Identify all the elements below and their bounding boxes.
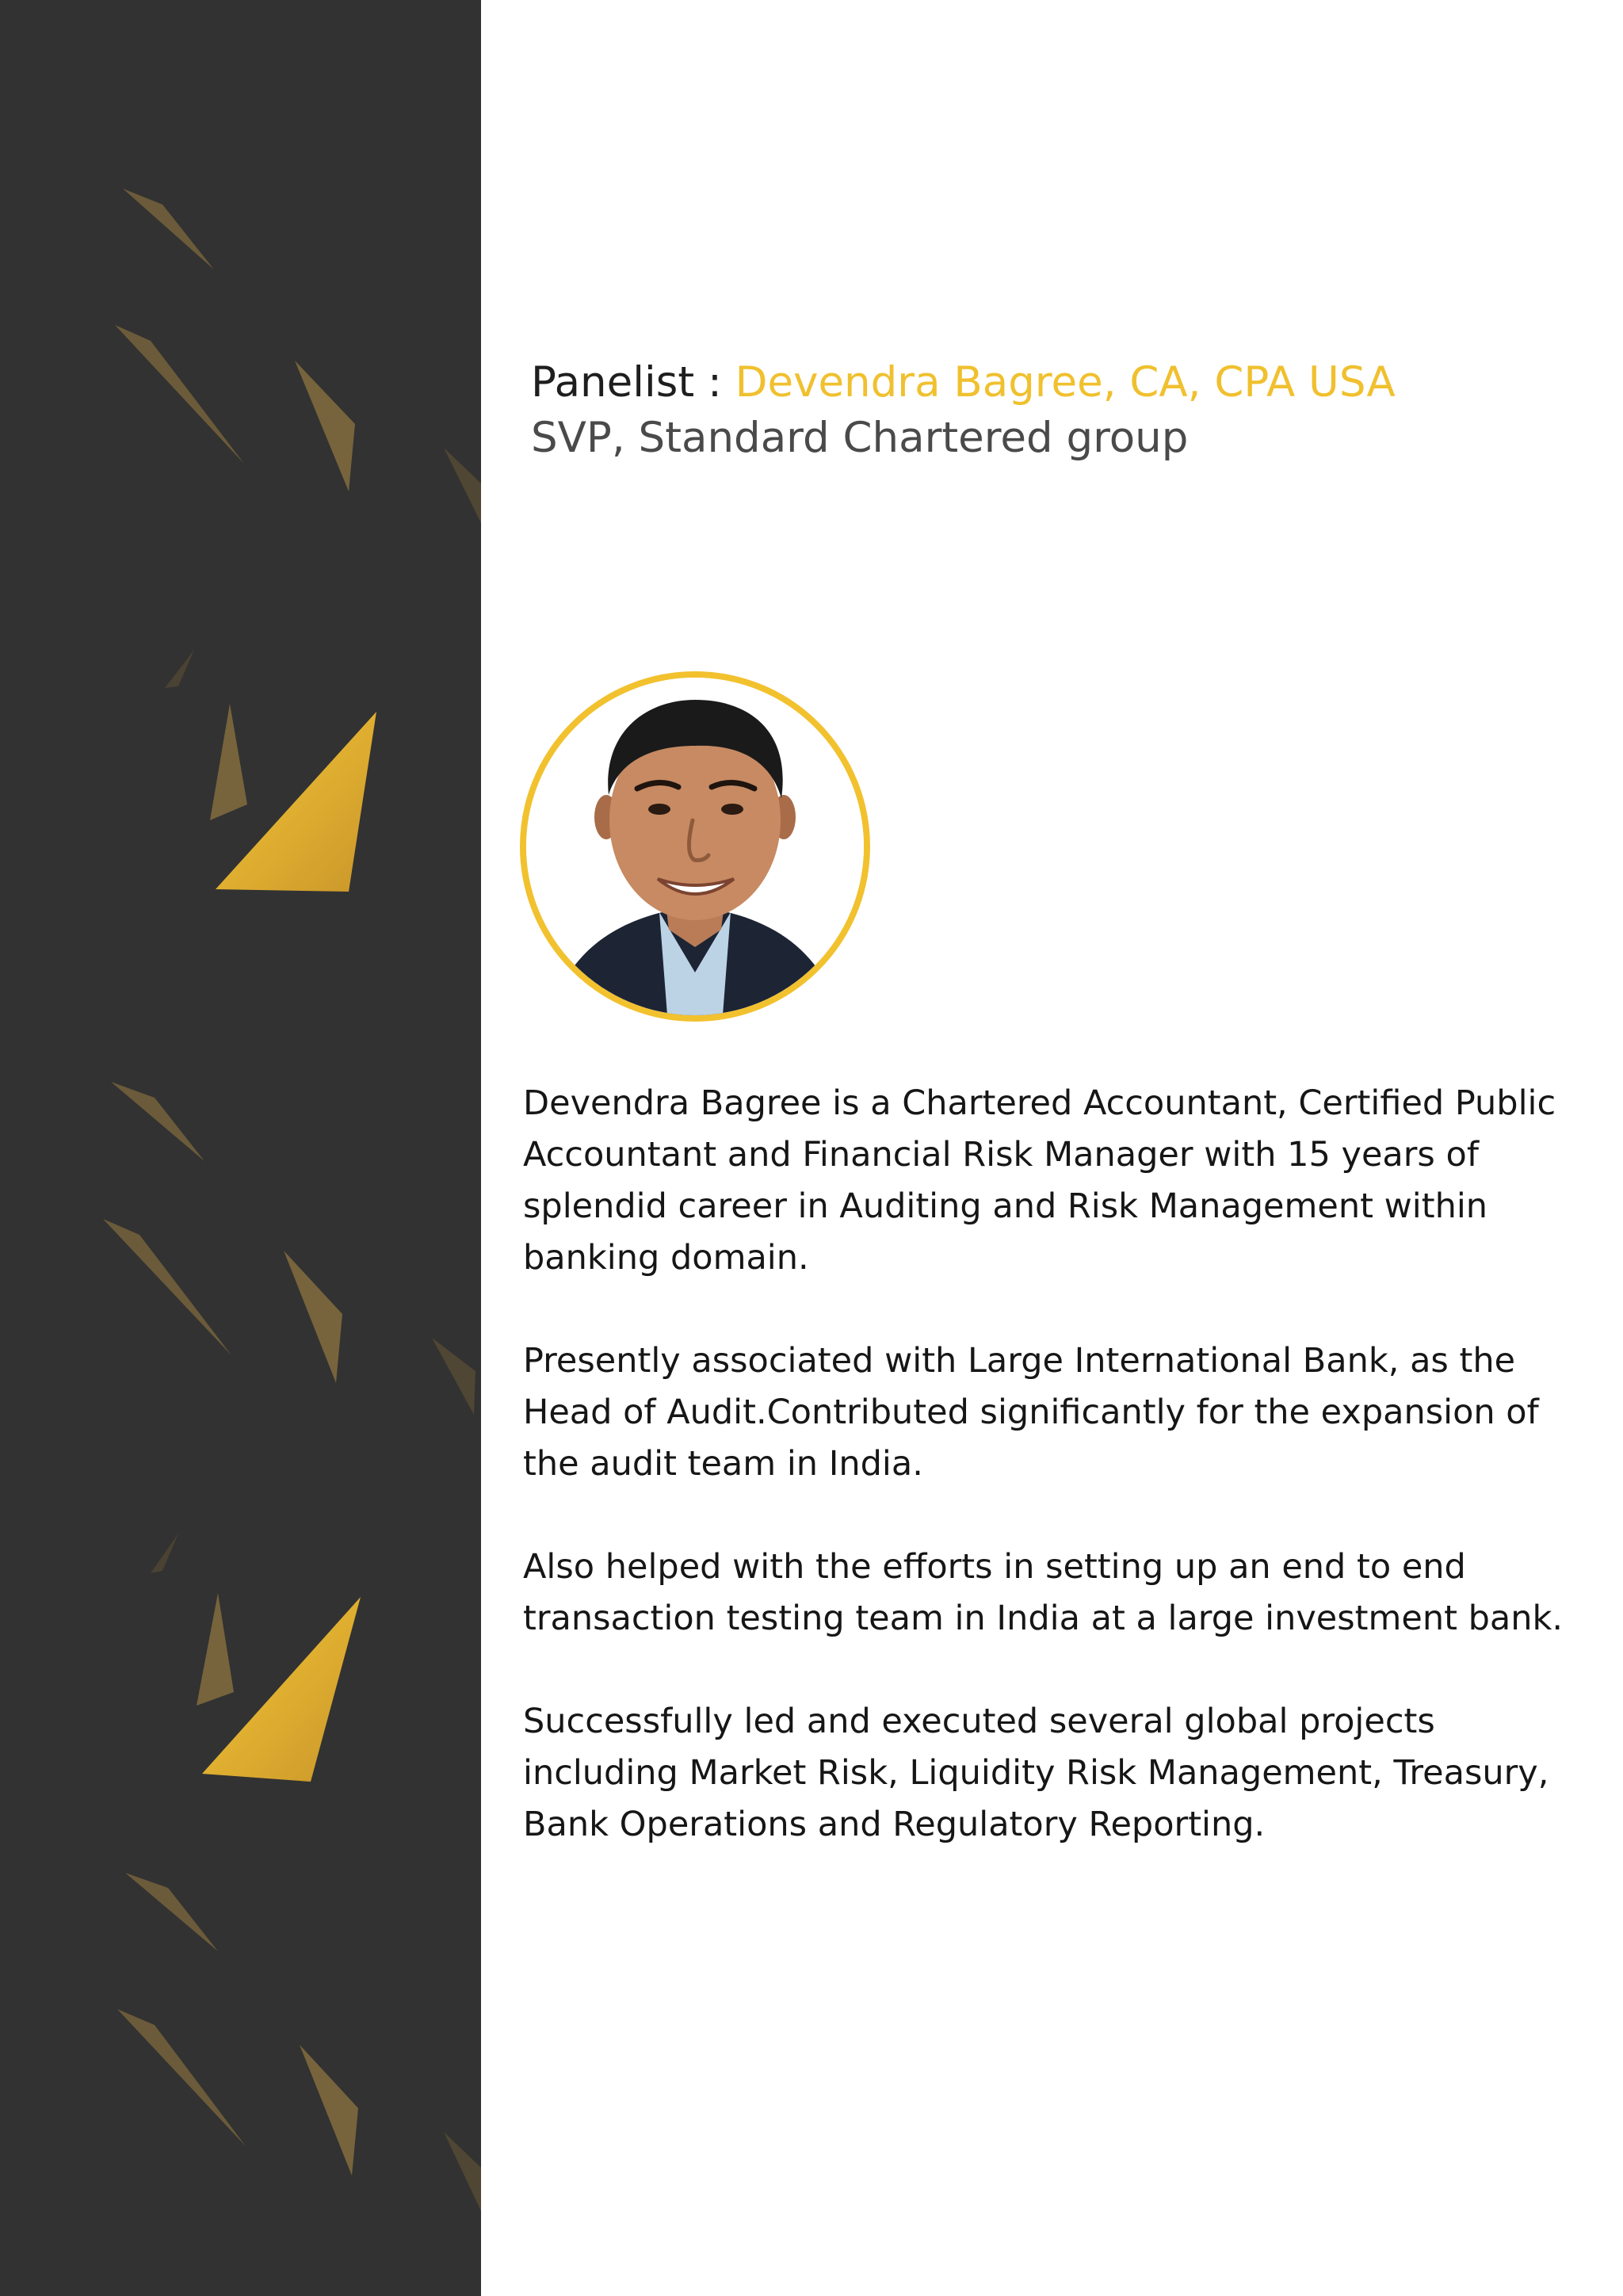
shard-shape bbox=[210, 704, 247, 820]
shard-shape bbox=[115, 325, 244, 464]
bio-paragraph: Devendra Bagree is a Chartered Accountant, Certified Public Accountant and Financial Risk Manager with 15 years of splendid career in Auditing and Risk Management within banking domain. bbox=[523, 1083, 1556, 1278]
bio-paragraph: Successfully led and executed several global projects including Market Risk, Liquidity Risk Management, Treasury, Bank Operations and Regulatory Reporting. bbox=[523, 1702, 1549, 1844]
panelist-name: Devendra Bagree, CA, CPA USA bbox=[735, 358, 1396, 407]
shard-shape bbox=[103, 1219, 231, 1355]
shard-shape bbox=[444, 448, 481, 523]
shard-shape bbox=[151, 1534, 178, 1573]
shard-shape bbox=[165, 650, 194, 688]
shard-shape bbox=[117, 2009, 246, 2146]
person-photo-icon bbox=[526, 678, 864, 1015]
panelist-heading bbox=[531, 355, 1561, 466]
shard-shape bbox=[300, 2045, 358, 2176]
panelist-title-line bbox=[531, 355, 1561, 411]
bio-section bbox=[523, 1078, 1577, 1851]
panelist-label: Panelist : bbox=[531, 358, 735, 407]
shard-shape bbox=[123, 189, 214, 269]
bio-paragraph: Also helped with the efforts in setting up an end to end transaction testing team in India at a large investment bank. bbox=[523, 1547, 1564, 1638]
shard-shape bbox=[284, 1251, 342, 1383]
gold-shards-pattern bbox=[0, 0, 481, 2296]
shard-shape bbox=[111, 1082, 204, 1161]
shard-shape bbox=[432, 1338, 475, 1415]
bio-paragraph: Presently associated with Large International Bank, as the Head of Audit.Contributed significantly for the expansion of the audit team in India. bbox=[523, 1341, 1539, 1484]
panelist-role: SVP, Standard Chartered group bbox=[531, 414, 1189, 462]
decorative-sidebar bbox=[0, 0, 481, 2296]
shard-shape bbox=[444, 2132, 481, 2211]
shard-shape bbox=[125, 1873, 218, 1951]
shard-shape bbox=[295, 361, 355, 491]
shard-shape bbox=[197, 1593, 234, 1706]
panelist-photo bbox=[520, 671, 870, 1022]
